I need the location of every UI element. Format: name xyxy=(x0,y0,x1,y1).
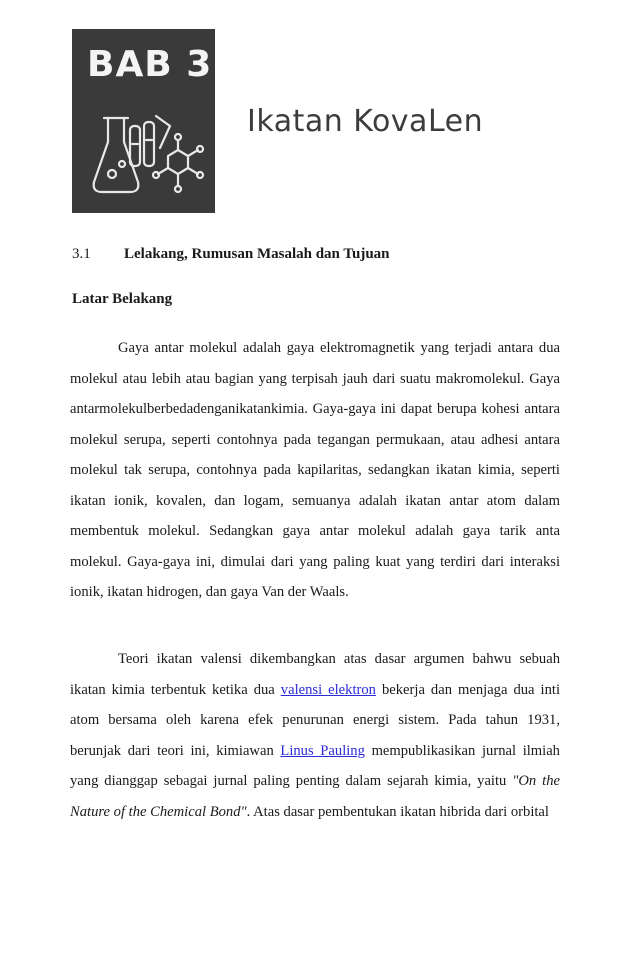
valensi-elektron-link[interactable]: valensi elektron xyxy=(280,681,376,698)
linus-pauling-link[interactable]: Linus Pauling xyxy=(280,742,365,759)
section-number: 3.1 xyxy=(72,246,91,262)
chapter-title: Ikatan KovaLen xyxy=(247,104,484,139)
section-heading xyxy=(72,246,390,263)
paragraph-1 xyxy=(70,333,560,608)
chemistry-illustration-icon xyxy=(72,104,215,213)
paragraph-2-part1: Teori ikatan valensi dikembangkan atas dasar argumen bahwu sebuah ikatan kimia terbentuk ketika dua xyxy=(70,651,560,698)
chapter-label: BAB 3 xyxy=(87,44,213,85)
section-title: Lelakang, Rumusan Masalah dan Tujuan xyxy=(124,246,390,262)
paper-title: "On the Nature of the Chemical Bond" xyxy=(70,773,560,820)
paragraph-2-part3: mempublikasikan jurnal ilmiah yang dianggap sebagai jurnal paling penting dalam sejarah kimia, yaitu xyxy=(70,742,560,789)
paragraph-1-text: Gaya antar molekul adalah gaya elektromagnetik yang terjadi antara dua molekul atau lebih atau bagian yang terpisah jauh dari suatu makromolekul. Gaya antarmolekulberbedadenganikatankimia. Gaya-gaya ini dapat berupa kohesi antara molekul serupa, seperti contohnya pada tegangan permukaan, atau adhesi antara molekul tak serupa, contohnya pada kapilaritas, sedangkan ikatan kimia, seperti ikatan ionik, kovalen, dan logam, semuanya adalah ikatan antar atom dalam membentuk molekul. Sedangkan gaya antar molekul adalah gaya tarik anta molekul. Gaya-gaya ini, dimulai dari yang paling kuat yang terdiri dari interaksi ionik, ikatan hidrogen, dan gaya Van der Waals. xyxy=(70,340,560,600)
paragraph-2-part2: bekerja dan menjaga dua inti atom bersama oleh karena efek penurunan energi sistem. Pada tahun 1931, berunjak dari teori ini, kimiawan xyxy=(70,681,560,759)
paragraph-2-part4: . Atas dasar pembentukan ikatan hibrida dari orbital xyxy=(246,803,549,820)
subsection-heading: Latar Belakang xyxy=(72,291,173,307)
paragraph-2 xyxy=(70,644,560,827)
chapter-badge xyxy=(72,29,215,213)
